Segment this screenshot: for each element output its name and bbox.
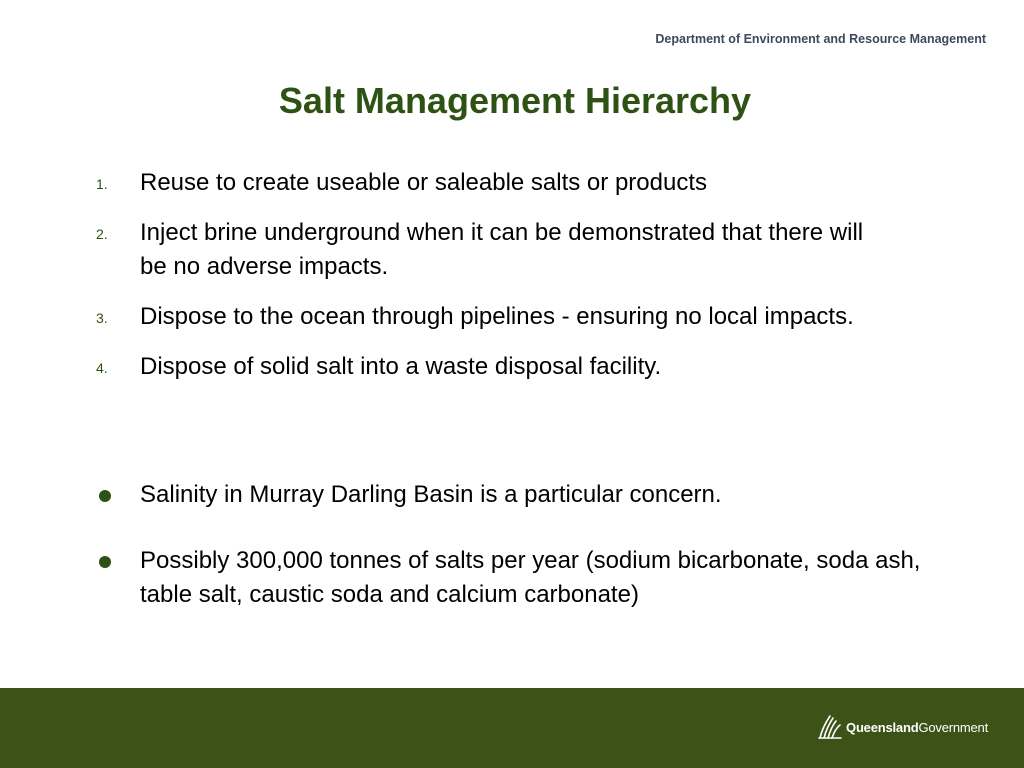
bullet-dot-icon bbox=[99, 490, 111, 502]
bullet-list bbox=[96, 478, 956, 644]
logo-text-light: Government bbox=[918, 719, 988, 735]
queensland-government-logo bbox=[816, 712, 988, 742]
list-number: 3. bbox=[96, 310, 108, 326]
bullet-item-text: Salinity in Murray Darling Basin is a particular concern. bbox=[140, 481, 722, 508]
department-header: Department of Environment and Resource Management bbox=[655, 32, 986, 46]
numbered-list-item bbox=[96, 350, 896, 384]
bullet-list-item bbox=[96, 478, 956, 512]
list-item-text: Dispose to the ocean through pipelines - ensuring no local impacts. bbox=[140, 303, 854, 330]
numbered-list-item bbox=[96, 166, 896, 200]
bullet-list-item bbox=[96, 544, 956, 612]
queensland-government-emblem-icon bbox=[816, 713, 844, 741]
list-item-text: Inject brine underground when it can be demonstrated that there will be no adverse impacts. bbox=[140, 219, 864, 280]
logo-text-bold: Queensland bbox=[846, 719, 919, 735]
list-item-text: Dispose of solid salt into a waste disposal facility. bbox=[140, 353, 662, 380]
slide-title: Salt Management Hierarchy bbox=[278, 80, 752, 121]
footer-bar bbox=[0, 688, 1024, 768]
numbered-list bbox=[96, 166, 896, 400]
numbered-list-item bbox=[96, 216, 896, 284]
list-number: 2. bbox=[96, 226, 108, 242]
bullet-item-text: Possibly 300,000 tonnes of salts per year (sodium bicarbonate, soda ash, table salt, caustic soda and calcium carbonate) bbox=[140, 547, 921, 608]
list-number: 1. bbox=[96, 176, 108, 192]
list-item-text: Reuse to create useable or saleable salts or products bbox=[140, 169, 707, 196]
list-number: 4. bbox=[96, 360, 108, 376]
numbered-list-item bbox=[96, 300, 896, 334]
bullet-dot-icon bbox=[99, 556, 111, 568]
